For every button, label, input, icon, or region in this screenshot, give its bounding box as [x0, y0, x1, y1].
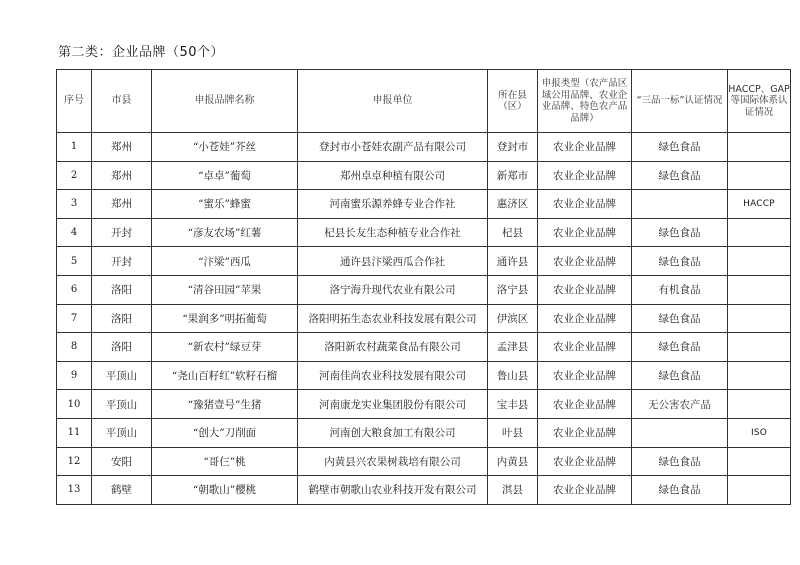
- header-brand-name: 申报品牌名称: [152, 70, 298, 133]
- cell-brand-name: “汴梁”西瓜: [152, 247, 298, 276]
- cell-intl-cert: [728, 133, 791, 162]
- cell-cert: [632, 418, 728, 447]
- cell-serial: 11: [57, 418, 92, 447]
- cell-city: 洛阳: [92, 304, 152, 333]
- cell-county: 宝丰县: [488, 390, 538, 419]
- cell-county: 惠济区: [488, 190, 538, 219]
- cell-type: 农业企业品牌: [538, 190, 632, 219]
- cell-intl-cert: [728, 447, 791, 476]
- cell-applicant: 洛阳新农村蔬菜食品有限公司: [298, 333, 488, 362]
- header-row: [57, 70, 791, 133]
- cell-brand-name: “豫猪壹号”生猪: [152, 390, 298, 419]
- cell-type: 农业企业品牌: [538, 133, 632, 162]
- cell-applicant: 河南康龙实业集团股份有限公司: [298, 390, 488, 419]
- cell-intl-cert: [728, 304, 791, 333]
- table-row: [57, 133, 791, 162]
- cell-serial: 10: [57, 390, 92, 419]
- table-row: [57, 247, 791, 276]
- header-intl-cert: HACCP、GAP等国际体系认证情况: [728, 70, 791, 133]
- cell-serial: 8: [57, 333, 92, 362]
- cell-city: 平顶山: [92, 390, 152, 419]
- cell-brand-name: “果润多”明拓葡萄: [152, 304, 298, 333]
- cell-brand-name: “尧山百籽红”软籽石榴: [152, 361, 298, 390]
- cell-cert: 绿色食品: [632, 333, 728, 362]
- table-body: [57, 133, 791, 505]
- table-row: [57, 218, 791, 247]
- cell-brand-name: “清谷田园”苹果: [152, 275, 298, 304]
- header-applicant: 申报单位: [298, 70, 488, 133]
- cell-cert: 绿色食品: [632, 218, 728, 247]
- table-row: [57, 304, 791, 333]
- table-row: [57, 190, 791, 219]
- cell-brand-name: “哥仨”桃: [152, 447, 298, 476]
- cell-type: 农业企业品牌: [538, 333, 632, 362]
- cell-type: 农业企业品牌: [538, 275, 632, 304]
- cell-intl-cert: [728, 333, 791, 362]
- cell-intl-cert: [728, 275, 791, 304]
- cell-type: 农业企业品牌: [538, 390, 632, 419]
- cell-serial: 6: [57, 275, 92, 304]
- table-row: [57, 418, 791, 447]
- cell-intl-cert: HACCP: [728, 190, 791, 219]
- cell-county: 伊滨区: [488, 304, 538, 333]
- cell-type: 农业企业品牌: [538, 161, 632, 190]
- cell-county: 通许县: [488, 247, 538, 276]
- table-row: [57, 333, 791, 362]
- cell-applicant: 河南蜜乐源养蜂专业合作社: [298, 190, 488, 219]
- cell-brand-name: “朝歌山”樱桃: [152, 476, 298, 505]
- cell-cert: 绿色食品: [632, 161, 728, 190]
- cell-intl-cert: [728, 247, 791, 276]
- cell-type: 农业企业品牌: [538, 304, 632, 333]
- cell-brand-name: “新农村”绿豆芽: [152, 333, 298, 362]
- table-row: [57, 476, 791, 505]
- cell-serial: 7: [57, 304, 92, 333]
- cell-brand-name: “卓卓”葡萄: [152, 161, 298, 190]
- cell-intl-cert: [728, 390, 791, 419]
- cell-county: 杞县: [488, 218, 538, 247]
- cell-applicant: 鹤壁市朝歌山农业科技开发有限公司: [298, 476, 488, 505]
- cell-cert: 绿色食品: [632, 247, 728, 276]
- cell-city: 洛阳: [92, 275, 152, 304]
- cell-applicant: 洛宁海升现代农业有限公司: [298, 275, 488, 304]
- cell-serial: 1: [57, 133, 92, 162]
- cell-county: 叶县: [488, 418, 538, 447]
- cell-applicant: 河南佳尚农业科技发展有限公司: [298, 361, 488, 390]
- cell-type: 农业企业品牌: [538, 247, 632, 276]
- cell-type: 农业企业品牌: [538, 447, 632, 476]
- cell-brand-name: “蜜乐”蜂蜜: [152, 190, 298, 219]
- cell-type: 农业企业品牌: [538, 418, 632, 447]
- cell-cert: [632, 190, 728, 219]
- cell-serial: 4: [57, 218, 92, 247]
- table-row: [57, 390, 791, 419]
- cell-serial: 12: [57, 447, 92, 476]
- cell-serial: 9: [57, 361, 92, 390]
- cell-city: 郑州: [92, 190, 152, 219]
- table-row: [57, 447, 791, 476]
- cell-brand-name: “创大”刀削面: [152, 418, 298, 447]
- cell-applicant: 通许县汴梁西瓜合作社: [298, 247, 488, 276]
- header-county: 所在县（区）: [488, 70, 538, 133]
- cell-type: 农业企业品牌: [538, 218, 632, 247]
- cell-intl-cert: [728, 161, 791, 190]
- cell-applicant: 洛阳明拓生态农业科技发展有限公司: [298, 304, 488, 333]
- cell-serial: 3: [57, 190, 92, 219]
- header-city: 市县: [92, 70, 152, 133]
- header-type: 申报类型（农产品区域公用品牌、农业企业品牌、特色农产品品牌）: [538, 70, 632, 133]
- cell-county: 鲁山县: [488, 361, 538, 390]
- cell-cert: 绿色食品: [632, 361, 728, 390]
- cell-city: 鹤壁: [92, 476, 152, 505]
- table-caption: 第二类：企业品牌（50个）: [58, 45, 225, 60]
- cell-applicant: 河南创大粮食加工有限公司: [298, 418, 488, 447]
- cell-intl-cert: [728, 361, 791, 390]
- cell-serial: 5: [57, 247, 92, 276]
- cell-cert: 绿色食品: [632, 476, 728, 505]
- cell-city: 开封: [92, 247, 152, 276]
- cell-city: 郑州: [92, 161, 152, 190]
- cell-brand-name: “小苍娃”芥丝: [152, 133, 298, 162]
- cell-cert: 绿色食品: [632, 447, 728, 476]
- cell-type: 农业企业品牌: [538, 476, 632, 505]
- cell-cert: 绿色食品: [632, 304, 728, 333]
- cell-city: 平顶山: [92, 361, 152, 390]
- cell-intl-cert: [728, 218, 791, 247]
- cell-city: 开封: [92, 218, 152, 247]
- cell-cert: 有机食品: [632, 275, 728, 304]
- table-row: [57, 361, 791, 390]
- table-row: [57, 275, 791, 304]
- cell-brand-name: “彦友农场”红薯: [152, 218, 298, 247]
- cell-intl-cert: ISO: [728, 418, 791, 447]
- cell-county: 新郑市: [488, 161, 538, 190]
- cell-applicant: 内黄县兴农果树栽培有限公司: [298, 447, 488, 476]
- header-cert: “三品一标”认证情况: [632, 70, 728, 133]
- cell-city: 洛阳: [92, 333, 152, 362]
- cell-city: 安阳: [92, 447, 152, 476]
- brand-table: [56, 69, 791, 505]
- cell-county: 孟津县: [488, 333, 538, 362]
- cell-county: 淇县: [488, 476, 538, 505]
- cell-county: 洛宁县: [488, 275, 538, 304]
- cell-city: 平顶山: [92, 418, 152, 447]
- cell-applicant: 杞县长友生态种植专业合作社: [298, 218, 488, 247]
- cell-type: 农业企业品牌: [538, 361, 632, 390]
- cell-applicant: 登封市小苍娃农副产品有限公司: [298, 133, 488, 162]
- cell-applicant: 郑州卓卓种植有限公司: [298, 161, 488, 190]
- cell-cert: 绿色食品: [632, 133, 728, 162]
- cell-serial: 2: [57, 161, 92, 190]
- header-serial: 序号: [57, 70, 92, 133]
- cell-city: 郑州: [92, 133, 152, 162]
- cell-intl-cert: [728, 476, 791, 505]
- cell-serial: 13: [57, 476, 92, 505]
- cell-county: 内黄县: [488, 447, 538, 476]
- cell-cert: 无公害农产品: [632, 390, 728, 419]
- cell-county: 登封市: [488, 133, 538, 162]
- table-row: [57, 161, 791, 190]
